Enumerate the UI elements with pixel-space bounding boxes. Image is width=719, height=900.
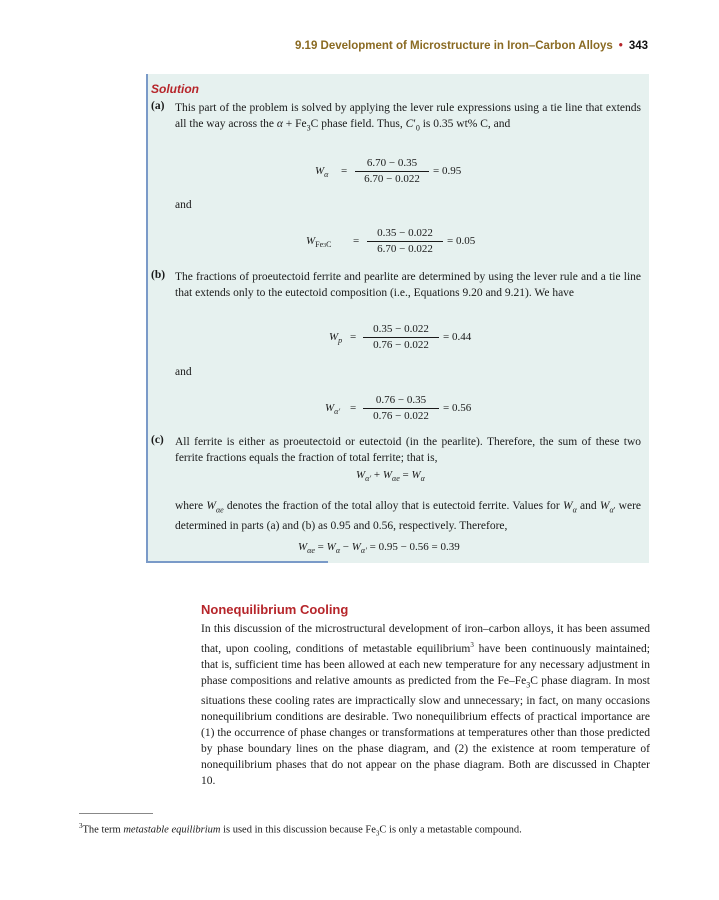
- fraction: 0.35 − 0.022 0.76 − 0.022: [363, 322, 439, 353]
- part-c-text: All ferrite is either as proeutectoid or eutectoid (in the pearlite). Therefore, the sum of these two ferrite fractions equals the fraction of total ferrite; that is,: [175, 436, 641, 464]
- fraction: 0.35 − 0.022 6.70 − 0.022: [367, 226, 443, 257]
- part-a-text: This part of the problem is solved by applying the lever rule expressions using a tie line that extends all the way across the $\alpha + Fe_3C$ phase field. Thus, $C'_0$ is 0.35 wt% C, and: [175, 102, 641, 133]
- equation-eutectoid-ferrite: $W_{\alpha e} = W_\alpha - W_{\alpha'} = 0.95 - 0.56 = 0.39$: [298, 541, 460, 555]
- part-c-where-text: where $W_{\alpha e}$ denotes the fraction of the total alloy that is eutectoid ferrite. Values for $W_\alpha$ and $W_{\alpha'}$ were determined in parts (a) and (b) as 0.95 and 0.56, respectively. Therefore,: [175, 500, 642, 533]
- equation-w-alpha: $W_\alpha$ = 6.70 − 0.35 6.70 − 0.022 = 0.95: [315, 157, 462, 185]
- solution-box: [146, 74, 649, 563]
- running-header: [0, 40, 648, 52]
- eq-lhs: $W_\alpha$: [315, 165, 329, 179]
- solution-heading: Solution: [151, 82, 199, 96]
- header-separator: •: [618, 40, 623, 52]
- solution-box-left-rule: [146, 74, 148, 563]
- part-c-label: (c): [151, 434, 164, 446]
- equation-w-alpha-prime: $W_{\alpha'}$ = 0.76 − 0.35 0.76 − 0.022 = 0.56: [325, 394, 472, 422]
- part-b-text: The fractions of proeutectoid ferrite and pearlite are determined by using the lever rule and a tie line that extends only to the eutectoid composition (i.e., Equations 9.20 and 9.21). We have: [175, 271, 641, 299]
- fraction: 6.70 − 0.35 6.70 − 0.022: [355, 156, 429, 187]
- equation-w-p: $W_p$ = 0.35 − 0.022 0.76 − 0.022 = 0.44: [329, 323, 472, 351]
- footnote-rule: [79, 813, 153, 814]
- equation-ferrite-sum: $W_{\alpha'} + W_{\alpha e} = W_\alpha$: [356, 469, 425, 483]
- fraction: 0.76 − 0.35 0.76 − 0.022: [363, 393, 439, 424]
- page-number: 343: [628, 40, 648, 52]
- and-text-a: and: [175, 199, 192, 211]
- equation-w-fe3c: $W_{Fe3C}$ = 0.35 − 0.022 6.70 − 0.022 = 0.05: [306, 227, 476, 255]
- running-header-title: 9.19 Development of Microstructure in Iron–Carbon Alloys: [294, 40, 613, 52]
- and-text-b: and: [175, 366, 192, 378]
- footnote-marker: 3: [79, 822, 83, 830]
- part-b-label: (b): [151, 269, 166, 281]
- footnote: $^3$The term metastable equilibrium is used in this discussion because $Fe_3C$ is only a metastable compound.: [79, 822, 522, 838]
- solution-box-bottom-rule: [146, 561, 328, 563]
- part-a-label: (a): [151, 100, 165, 112]
- section-body: In this discussion of the microstructural development of iron–carbon alloys, it has been assumed that, upon cooling, conditions of metastable equilibrium$^3$ have been continuously maintained; that is, sufficient time has been allowed at each new temperature for any necessary adjustment in phase compositions and relative amounts as predicted from the $Fe-Fe_3C$ phase diagram. In most situations these cooling rates are impractically slow and unnecessary; in fact, on many occasions nonequilibrium conditions are desirable. Two nonequilibrium effects of practical importance are (1) the occurrence of phase changes or transformations at temperatures other than those predicted by phase boundary lines on the phase diagram, and (2) the existence at room temperature of nonequilibrium phases that do not appear on the phase diagram. Both are discussed in Chapter 10.: [201, 623, 650, 788]
- section-title: Nonequilibrium Cooling: [201, 602, 349, 617]
